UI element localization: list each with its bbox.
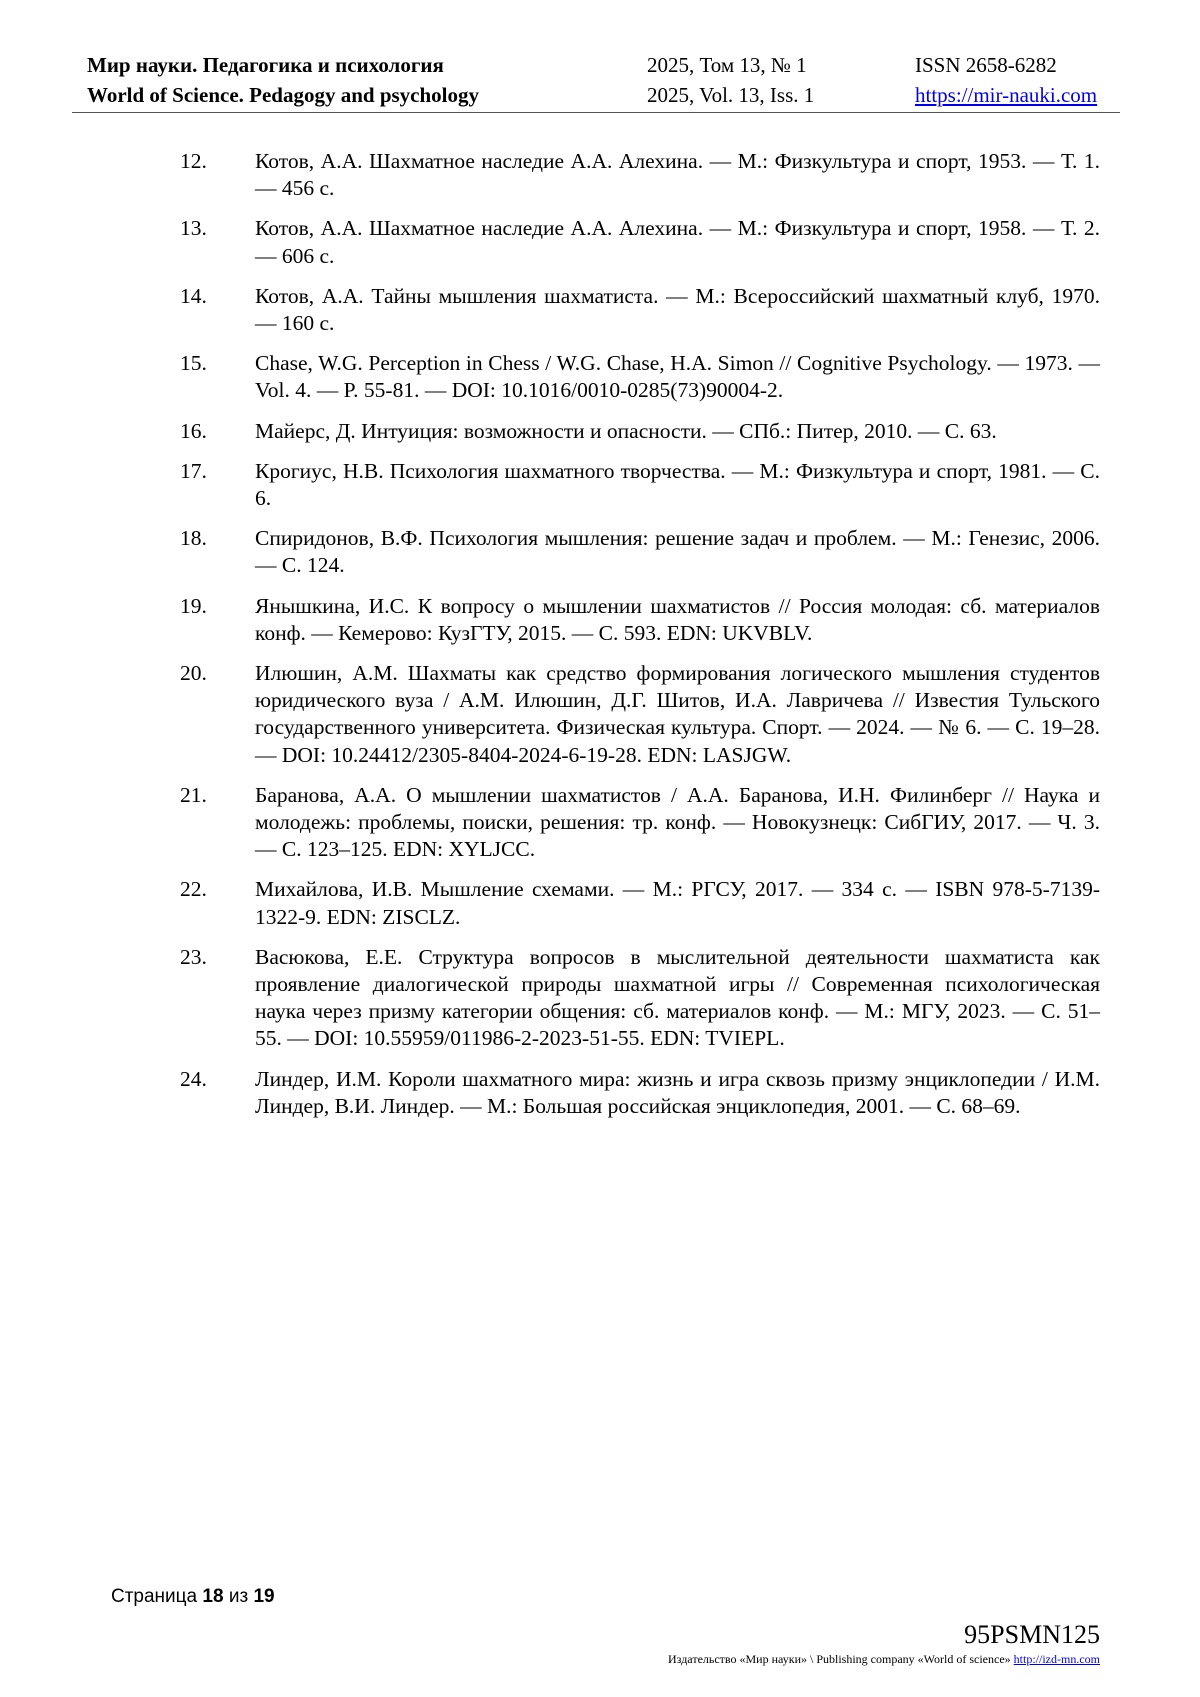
journal-title-ru: Мир науки. Педагогика и психология bbox=[87, 53, 444, 77]
reference-number: 14. bbox=[180, 283, 207, 308]
page-total: 19 bbox=[253, 1586, 275, 1607]
issue-en: 2025, Vol. 13, Iss. 1 bbox=[647, 83, 815, 107]
reference-text: Котов, А.А. Шахматное наследие А.А. Алехина. — М.: Физкультура и спорт, 1958. — Т. 2. — 606 с. bbox=[255, 216, 1100, 268]
reference-text: Баранова, А.А. О мышлении шахматистов / А.А. Баранова, И.Н. Филинберг // Наука и молодежь: проблемы, поиски, решения: тр. конф. — Новокузнецк: СибГИУ, 2017. — Ч. 3. — С. 123–125. EDN: XYLJCC. bbox=[255, 782, 1100, 862]
reference-text: Chase, W.G. Perception in Chess / W.G. Chase, H.A. Simon // Cognitive Psychology. — 1973. — Vol. 4. — P. 55-81. — DOI: 10.1016/0010-0285(73)90004-2. bbox=[255, 351, 1100, 403]
reference-item bbox=[180, 1066, 1100, 1120]
reference-item bbox=[180, 660, 1100, 769]
journal-url-link[interactable]: https://mir-nauki.com bbox=[915, 83, 1098, 107]
reference-number: 16. bbox=[180, 418, 207, 443]
reference-number: 20. bbox=[180, 661, 207, 686]
issn: ISSN 2658-6282 bbox=[915, 53, 1057, 77]
reference-number: 22. bbox=[180, 877, 207, 902]
journal-id bbox=[915, 50, 1097, 110]
journal-title-en: World of Science. Pedagogy and psychology bbox=[87, 83, 480, 107]
page-header bbox=[72, 50, 1120, 113]
publisher-line bbox=[668, 1652, 1100, 1667]
reference-number: 18. bbox=[180, 526, 207, 551]
reference-item bbox=[180, 593, 1100, 647]
reference-text: Янышкина, И.С. К вопросу о мышлении шахматистов // Россия молодая: сб. материалов конф. — Кемерово: КузГТУ, 2015. — С. 593. EDN: UKVBLV. bbox=[255, 593, 1100, 645]
publisher-link[interactable]: http://izd-mn.com bbox=[1013, 1652, 1100, 1666]
issue-info bbox=[647, 50, 814, 110]
page-label: Страница bbox=[111, 1586, 198, 1607]
reference-text: Спиридонов, В.Ф. Психология мышления: решение задач и проблем. — М.: Генезис, 2006. — С. 124. bbox=[255, 526, 1100, 578]
reference-item bbox=[180, 782, 1100, 864]
reference-text: Крогиус, Н.В. Психология шахматного творчества. — М.: Физкультура и спорт, 1981. — С. 6. bbox=[255, 458, 1100, 511]
reference-item bbox=[180, 458, 1100, 512]
reference-item bbox=[180, 148, 1100, 202]
reference-text: Илюшин, А.М. Шахматы как средство формирования логического мышления студентов юридического вуза / А.М. Илюшин, Д.Г. Шитов, И.А. Лавричева // Известия Тульского государственного университета. Физическая культура. Спорт. — 2024. — № 6. — С. 19–28. — DOI: 10.24412/2305-8404-2024-6-19-28. EDN: LASJGW. bbox=[255, 661, 1100, 767]
page-current: 18 bbox=[202, 1586, 224, 1607]
issue-ru: 2025, Том 13, № 1 bbox=[647, 53, 807, 77]
reference-number: 23. bbox=[180, 944, 207, 969]
reference-item bbox=[180, 944, 1100, 1053]
reference-text: Васюкова, Е.Е. Структура вопросов в мыслительной деятельности шахматиста как проявление диалогической природы шахматной игры // Современная психологическая наука через призму категории общения: сб. материалов конф. — М.: МГУ, 2023. — С. 51–55. — DOI: 10.55959/011986-2-2023-51-55. EDN: TVIEPL. bbox=[255, 944, 1100, 1051]
page-of: из bbox=[228, 1586, 249, 1607]
reference-number: 24. bbox=[180, 1066, 207, 1091]
article-code: 95PSMN125 bbox=[964, 1620, 1100, 1649]
publisher-text: Издательство «Мир науки» \ Publishing company «World of science» bbox=[668, 1652, 1011, 1666]
reference-number: 19. bbox=[180, 593, 207, 618]
reference-item bbox=[180, 283, 1100, 337]
reference-number: 17. bbox=[180, 458, 207, 483]
reference-number: 12. bbox=[180, 149, 207, 173]
reference-item bbox=[180, 350, 1100, 404]
reference-item bbox=[180, 215, 1100, 269]
reference-number: 21. bbox=[180, 782, 207, 807]
reference-text: Котов, А.А. Тайны мышления шахматиста. — М.: Всероссийский шахматный клуб, 1970. — 160 с. bbox=[255, 283, 1100, 336]
reference-list bbox=[180, 148, 1100, 1133]
reference-number: 15. bbox=[180, 351, 207, 376]
reference-text: Майерс, Д. Интуиция: возможности и опасности. — СПб.: Питер, 2010. — С. 63. bbox=[255, 418, 997, 443]
page-number bbox=[111, 1586, 275, 1608]
reference-number: 13. bbox=[180, 216, 207, 241]
journal-title bbox=[87, 50, 479, 110]
reference-text: Линдер, И.М. Короли шахматного мира: жизнь и игра сквозь призму энциклопедии / И.М. Линдер, В.И. Линдер. — М.: Большая российская энциклопедия, 2001. — С. 68–69. bbox=[255, 1066, 1100, 1118]
reference-item bbox=[180, 418, 1100, 445]
reference-text: Михайлова, И.В. Мышление схемами. — М.: РГСУ, 2017. — 334 с. — ISBN 978-5-7139-1322-9. EDN: ZISCLZ. bbox=[255, 877, 1100, 929]
reference-text: Котов, А.А. Шахматное наследие А.А. Алехина. — М.: Физкультура и спорт, 1953. — Т. 1. — 456 с. bbox=[255, 149, 1100, 201]
reference-item bbox=[180, 876, 1100, 930]
reference-item bbox=[180, 525, 1100, 579]
